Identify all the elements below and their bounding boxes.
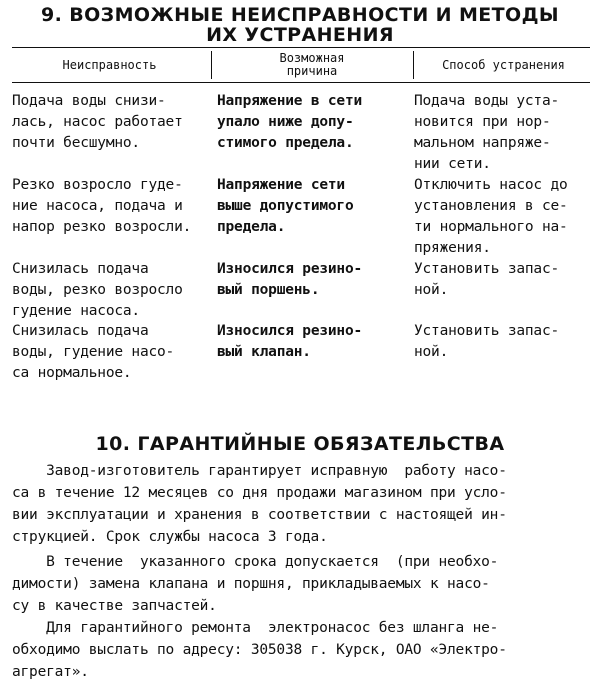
- column-divider: [413, 51, 414, 79]
- fix-cell: Подача воды уста- новится при нор- мальном напряже- нии сети.: [414, 93, 560, 172]
- fault-cell: Подача воды снизи- лась, насос работает почти бесшумно.: [12, 93, 183, 151]
- section-9-title-line2: ИХ УСТРАНЕНИЯ: [206, 24, 394, 46]
- fault-cell: Снизилась подача воды, гудение насо- са нормальное.: [12, 323, 175, 381]
- cause-cell: Износился резино- вый клапан.: [217, 323, 363, 360]
- cause-cell: Напряжение в сети упало ниже допу- стимого предела.: [217, 93, 363, 151]
- faults-table: [12, 47, 590, 381]
- section-9-title: [0, 5, 600, 45]
- warranty-paragraph: Завод-изготовитель гарантирует исправную работу насо- са в течение 12 месяцев со дня продажи магазином при усло- вии эксплуатации и хранения в соответствии с настоящей ин- струкцией. Срок службы насоса 3 года.: [12, 463, 507, 545]
- fault-cell: Снизилась подача воды, резко возросло гудение насоса.: [12, 261, 183, 319]
- fault-cell: Резко возросло гуде- ние насоса, подача и напор резко возросли.: [12, 177, 192, 235]
- warranty-paragraph: В течение указанного срока допускается (при необхо- димости) замена клапана и поршня, прикладываемых к насо- су в качестве запчастей.: [12, 554, 499, 614]
- header-cause: [212, 48, 412, 82]
- fix-cell: Установить запас- ной.: [414, 323, 560, 360]
- header-fault-label: Неисправность: [62, 57, 157, 72]
- section-9-title-line1: 9. ВОЗМОЖНЫЕ НЕИСПРАВНОСТИ И МЕТОДЫ: [40, 4, 560, 26]
- table-header: [12, 47, 590, 83]
- header-fault: [12, 48, 207, 82]
- header-fix-label: Способ устранения: [442, 57, 565, 72]
- cause-cell: Напряжение сети выше допустимого предела.: [217, 177, 354, 235]
- section-10-title: 10. ГАРАНТИЙНЫЕ ОБЯЗАТЕЛЬСТВА: [95, 433, 505, 455]
- fix-cell: Установить запас- ной.: [414, 261, 560, 298]
- header-fix: [417, 48, 590, 82]
- warranty-paragraph: Для гарантийного ремонта электронасос без шланга не- обходимо выслать по адресу: 305038 г. Курск, ОАО «Электро- агрегат».: [12, 620, 507, 680]
- header-cause-label: Возможная причина: [279, 51, 345, 78]
- fix-cell: Отключить насос до установления в се- ти нормального на- пряжения.: [414, 177, 568, 256]
- cause-cell: Износился резино- вый поршень.: [217, 261, 363, 298]
